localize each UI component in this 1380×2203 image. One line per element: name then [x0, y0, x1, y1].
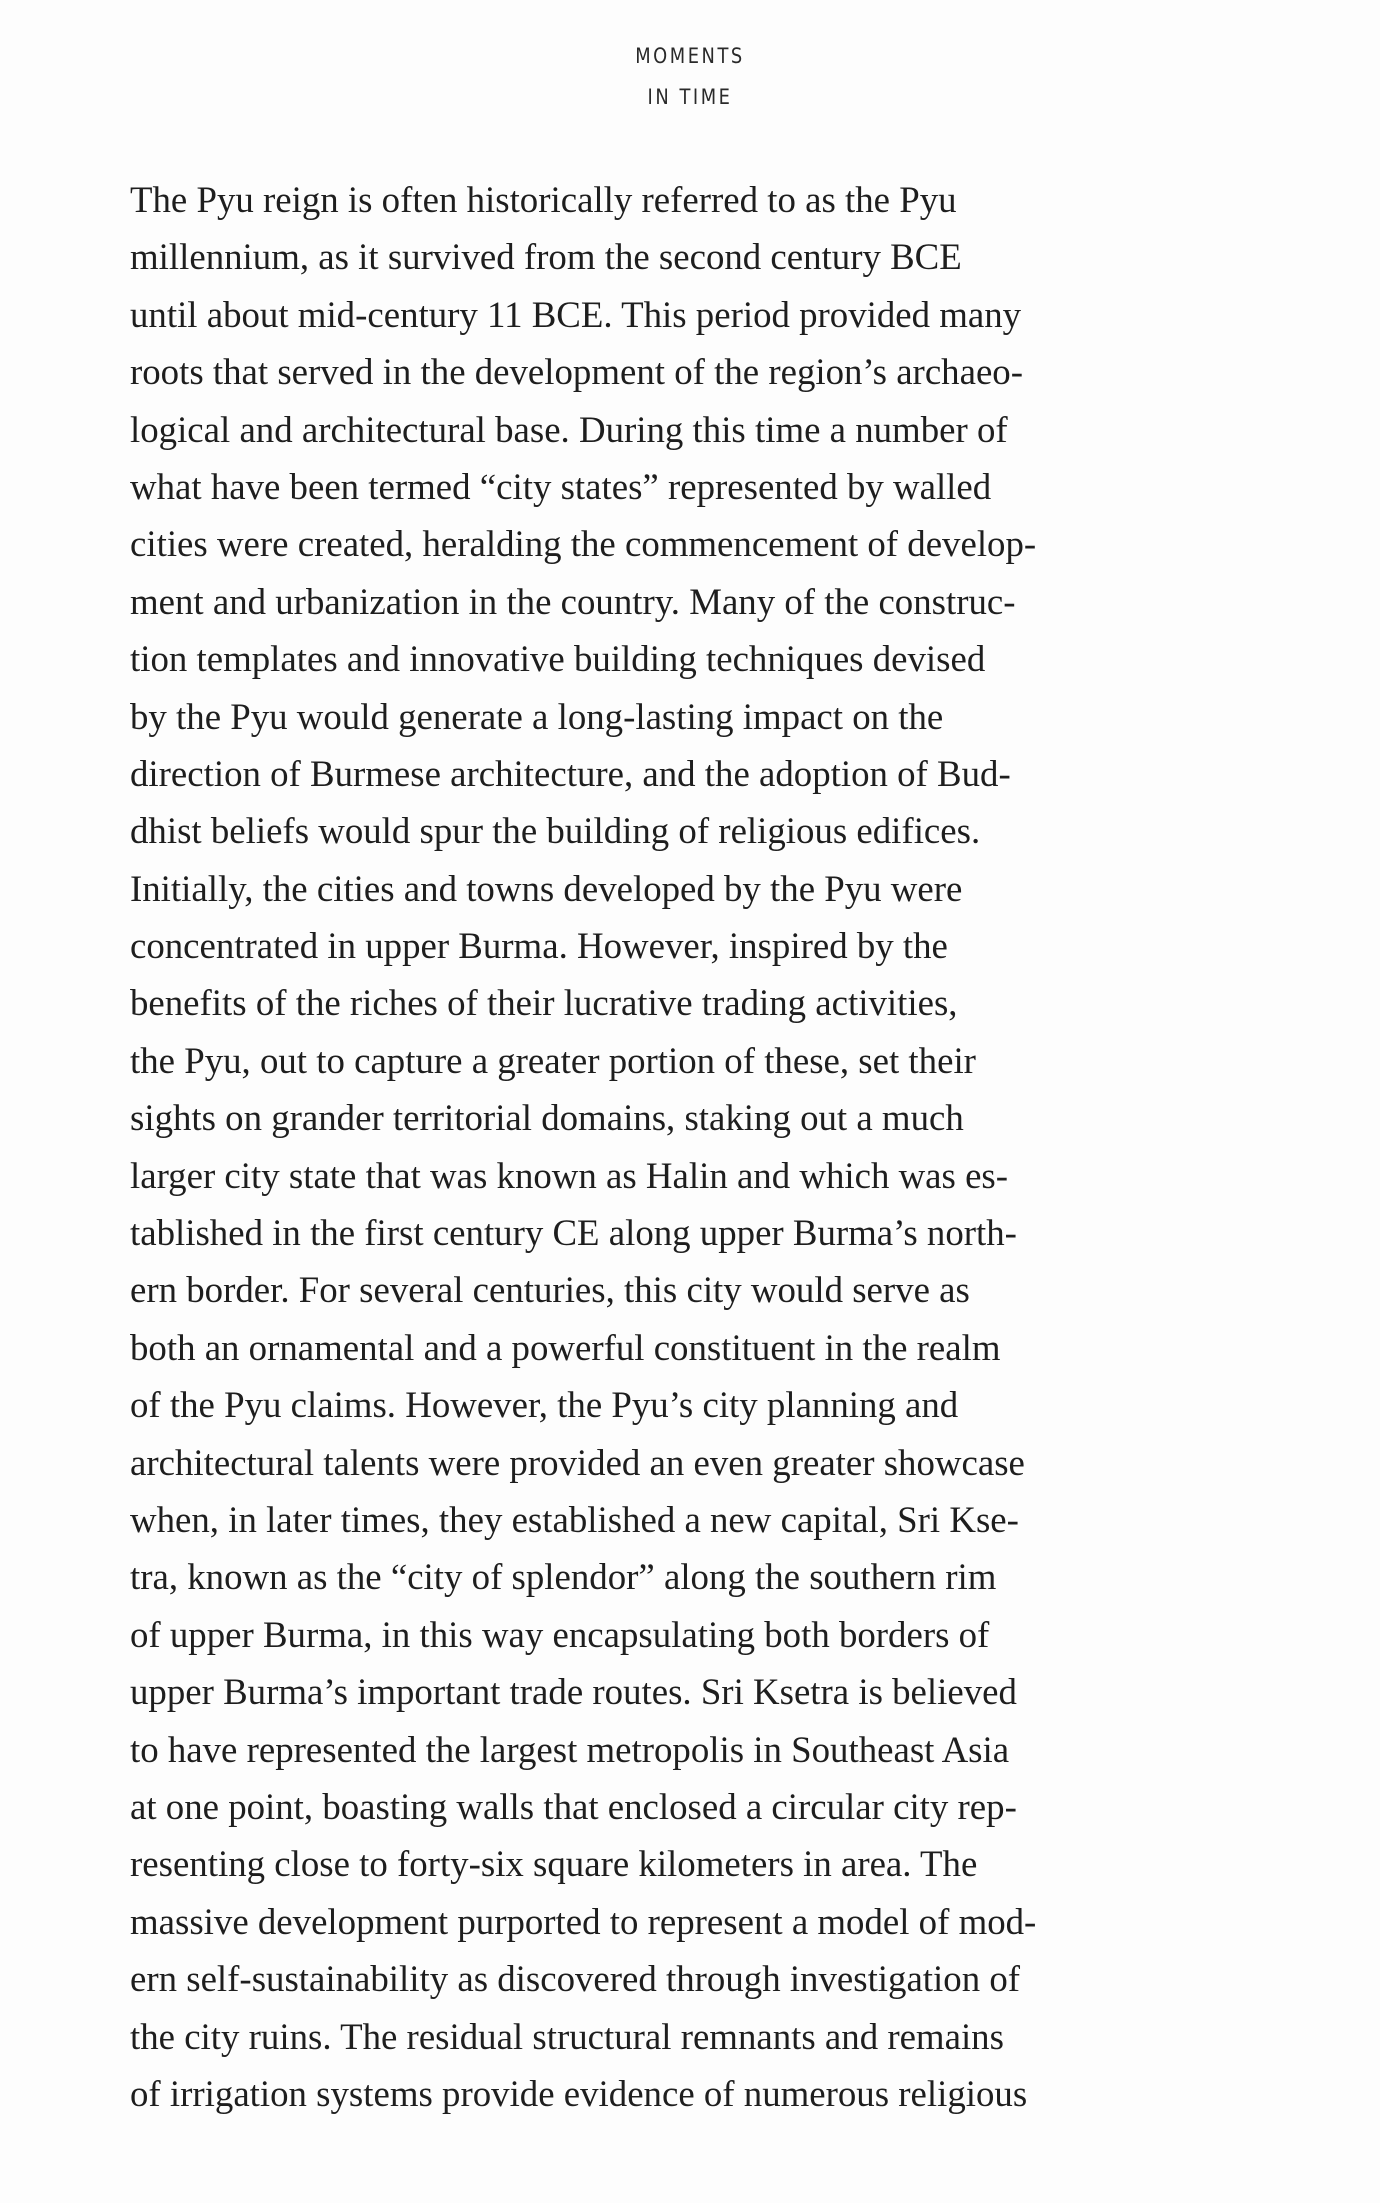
- text-line: benefits of the riches of their lucrative trading activities,: [130, 983, 958, 1025]
- running-header-line2: IN TIME: [647, 85, 733, 109]
- text-line: dhist beliefs would spur the building of religious edifices.: [130, 811, 981, 853]
- text-line: ern border. For several centuries, this city would serve as: [130, 1270, 970, 1312]
- text-line: by the Pyu would generate a long-lasting impact on the: [130, 696, 944, 738]
- text-line: concentrated in upper Burma. However, inspired by the: [130, 926, 948, 968]
- text-line: what have been termed “city states” represented by walled: [130, 466, 992, 508]
- text-line: of upper Burma, in this way encapsulating both borders of: [130, 1614, 990, 1656]
- text-line: upper Burma’s important trade routes. Sri Ksetra is believed: [130, 1672, 1017, 1714]
- text-line: sights on grander territorial domains, staking out a much: [130, 1098, 964, 1140]
- text-line: resenting close to forty-six square kilometers in area. The: [130, 1844, 978, 1886]
- text-line: logical and architectural base. During this time a number of: [130, 409, 1008, 451]
- body-text: [130, 172, 1260, 2123]
- text-line: architectural talents were provided an even greater showcase: [130, 1442, 1025, 1484]
- text-line: of irrigation systems provide evidence of numerous religious: [130, 2073, 1028, 2115]
- text-line: at one point, boasting walls that enclosed a circular city rep-: [130, 1786, 1017, 1828]
- text-line: the Pyu, out to capture a greater portion of these, set their: [130, 1040, 976, 1082]
- text-line: both an ornamental and a powerful constituent in the realm: [130, 1327, 1001, 1369]
- text-line: until about mid-century 11 BCE. This period provided many: [130, 294, 1022, 336]
- text-line: to have represented the largest metropolis in Southeast Asia: [130, 1729, 1010, 1771]
- text-line: massive development purported to represent a model of mod-: [130, 1901, 1037, 1943]
- text-line: roots that served in the development of the region’s archaeo-: [130, 352, 1023, 394]
- text-line: of the Pyu claims. However, the Pyu’s city planning and: [130, 1385, 959, 1427]
- text-line: the city ruins. The residual structural remnants and remains: [130, 2016, 1004, 2058]
- text-line: ment and urbanization in the country. Many of the construc-: [130, 581, 1016, 623]
- running-header-line1: MOMENTS: [635, 44, 745, 68]
- text-line: millennium, as it survived from the second century BCE: [130, 237, 962, 279]
- text-line: tion templates and innovative building techniques devised: [130, 639, 986, 681]
- text-line: tra, known as the “city of splendor” along the southern rim: [130, 1557, 997, 1599]
- text-line: larger city state that was known as Halin and which was es-: [130, 1155, 1009, 1197]
- text-line: cities were created, heralding the commencement of develop-: [130, 524, 1037, 566]
- text-line: Initially, the cities and towns developed by the Pyu were: [130, 868, 963, 910]
- text-line: direction of Burmese architecture, and the adoption of Bud-: [130, 753, 1011, 795]
- text-line: when, in later times, they established a new capital, Sri Kse-: [130, 1499, 1019, 1541]
- text-line: ern self-sustainability as discovered through investigation of: [130, 1959, 1021, 2001]
- text-line: tablished in the first century CE along upper Burma’s north-: [130, 1213, 1017, 1255]
- text-line: The Pyu reign is often historically referred to as the Pyu: [130, 180, 957, 221]
